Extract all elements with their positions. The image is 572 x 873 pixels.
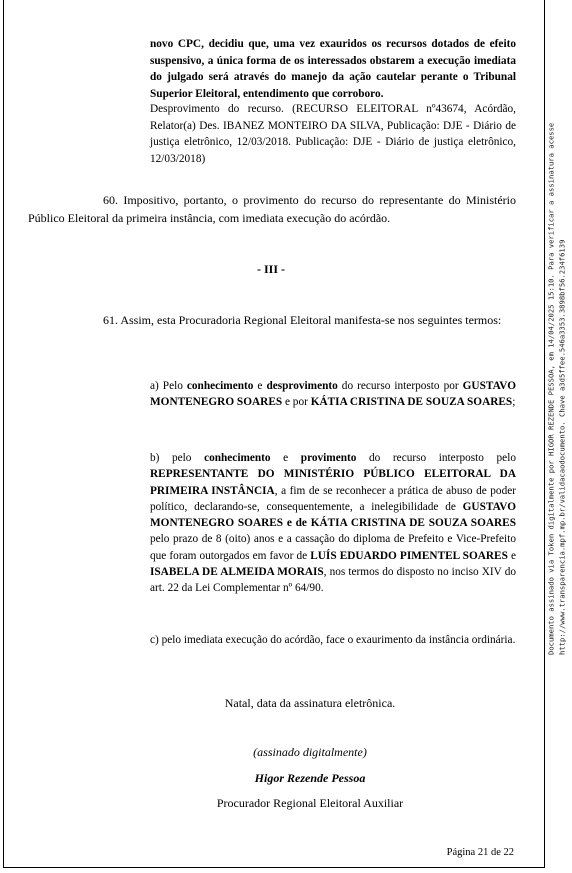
item-a-bold2: desprovimento xyxy=(266,380,338,392)
paragraph-60: 60. Impositivo, portanto, o provimento do recurso do representante do Ministério Público Eleitoral da primeira instância, com imediata execução do acórdão. xyxy=(28,193,516,225)
signer-role: Procurador Regional Eleitoral Auxiliar xyxy=(216,796,404,810)
item-b-mid2: do recurso interposto pelo xyxy=(356,452,516,464)
item-a-mid2: do recurso interposto por xyxy=(337,380,463,392)
page-number: Página 21 de 22 xyxy=(446,847,514,858)
stamp-line-2: http://www.transparencia.mpf.mp.br/validacaodocumento. Chave a3d5ffee.546a3353.3898bf56.234f6139 xyxy=(557,239,566,655)
item-b-bold4: GUSTAVO MONTENEGRO SOARES e de KÁTIA CRISTINA DE SOUZA SOARES xyxy=(150,500,516,530)
item-a-mid3: e por xyxy=(282,396,311,409)
item-c: c) pelo imediata execução do acórdão, face o exaurimento da instância ordinária. xyxy=(150,634,516,646)
item-b-mid5: e xyxy=(507,549,517,562)
item-b-bold3: REPRESENTANTE DO MINISTÉRIO PÚBLICO ELEITORAL DA PRIMEIRA INSTÂNCIA xyxy=(150,468,516,497)
signer-name: Higor Rezende Pessoa xyxy=(254,771,366,785)
signature-note: (assinado digitalmente) xyxy=(253,745,367,759)
item-b-mid3: , a fim de se reconhecer a prática de abuso de poder político, declarando-se, consequentemente, a inelegibilidade de xyxy=(150,484,517,513)
item-a-mid1: e xyxy=(253,380,267,392)
item-b-bold6: ISABELA DE ALMEIDA MORAIS xyxy=(150,566,324,579)
item-a-suffix: ; xyxy=(512,396,516,409)
quote-reference: Desprovimento do recurso. (RECURSO ELEITORAL nº43674, Acórdão, Relator(a) Des. IBANEZ MONTEIRO DA SILVA, Publicação: DJE - Diário de justiça eletrônico, 12/03/2018. Publicação: DJE - Diário de justiça eletrônico, 12/03/2018) xyxy=(150,103,516,165)
item-a xyxy=(150,378,516,411)
paragraph-61: 61. Assim, esta Procuradoria Regional Eleitoral manifesta-se nos seguintes termos: xyxy=(103,313,502,327)
place-date: Natal, data da assinatura eletrônica. xyxy=(224,696,396,710)
quote-bold-text: novo CPC, decidiu que, uma vez exauridos os recursos dotados de efeito suspensivo, a única forma de os interessados obstarem a execução imediata do julgado será através do manejo da ação cautelar perante o Tribunal Superior Eleitoral, entendimento que corroboro. xyxy=(150,38,516,100)
section-heading: - III - xyxy=(256,262,285,276)
item-b-bold2: provimento xyxy=(300,452,357,464)
item-b-mid1: e xyxy=(270,452,301,464)
item-b-mid4: pelo prazo de 8 (oito) anos e a cassação do diploma de Prefeito e Vice-Prefeito que foram outorgados em favor de xyxy=(150,533,516,562)
item-a-prefix: a) Pelo xyxy=(150,380,187,392)
item-b-bold5: LUÍS EDUARDO PIMENTEL SOARES xyxy=(310,549,508,562)
stamp-line-1: Documento assinado via Token digitalmente por HIGOR REZENDE PESSOA, em 14/04/2025 15:10. Para verificar a assinatura acesse xyxy=(546,122,556,655)
item-b-suffix: , nos termos do disposto no inciso XIV do art. 22 da Lei Complementar nº 64/90. xyxy=(150,566,516,595)
item-a-bold3: GUSTAVO MONTENEGRO SOARES xyxy=(150,380,516,409)
item-b-prefix: b) pelo xyxy=(150,452,205,464)
item-b-bold1: conhecimento xyxy=(204,452,271,464)
item-b xyxy=(150,450,516,597)
item-a-bold4: KÁTIA CRISTINA DE SOUZA SOARES xyxy=(310,396,513,409)
item-a-bold1: conhecimento xyxy=(186,380,254,392)
